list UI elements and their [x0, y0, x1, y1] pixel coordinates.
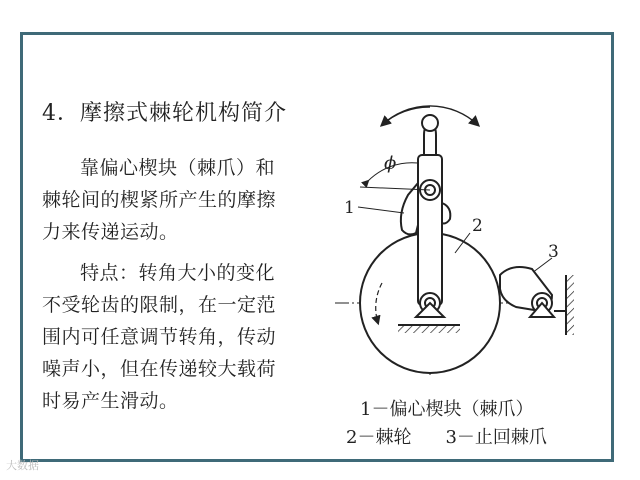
legend-item-stop-pawl: 3－止回棘爪 — [445, 427, 547, 448]
label-1: 1 — [344, 198, 355, 218]
legend-line-2 — [346, 423, 616, 449]
paragraph-line: 棘轮间的楔紧所产生的摩擦 — [42, 189, 277, 211]
paragraph-line: 时易产生滑动。 — [42, 390, 179, 412]
paragraph-line: 不受轮齿的限制，在一定范 — [42, 294, 277, 316]
wedge-cam — [442, 203, 450, 224]
phi-label: ϕ — [384, 153, 397, 174]
label-3: 3 — [548, 242, 559, 262]
paragraph-principle — [42, 152, 304, 248]
paragraph-line: 围内可任意调节转角，传动 — [42, 326, 277, 348]
eccentric-wedge-pawl — [401, 183, 418, 234]
paragraph-features — [42, 257, 304, 417]
paragraph-line: 特点：转角大小的变化 — [80, 262, 276, 284]
label-1-leader — [358, 207, 404, 213]
watermark: 大数据 — [6, 459, 39, 472]
friction-ratchet-diagram — [320, 95, 620, 385]
paragraph-line: 靠偏心楔块（棘爪）和 — [80, 157, 276, 179]
paragraph-line: 噪声小，但在传递较大载荷 — [42, 358, 277, 380]
drive-lever — [418, 155, 442, 305]
label-2: 2 — [472, 216, 483, 236]
slide-heading: 4．摩擦式棘轮机构简介 — [42, 101, 287, 126]
paragraph-line: 力来传递运动。 — [42, 221, 179, 243]
legend-line-1: 1－偏心楔块（棘爪） — [360, 399, 534, 420]
legend-item-ratchet: 2－棘轮 — [346, 427, 412, 448]
